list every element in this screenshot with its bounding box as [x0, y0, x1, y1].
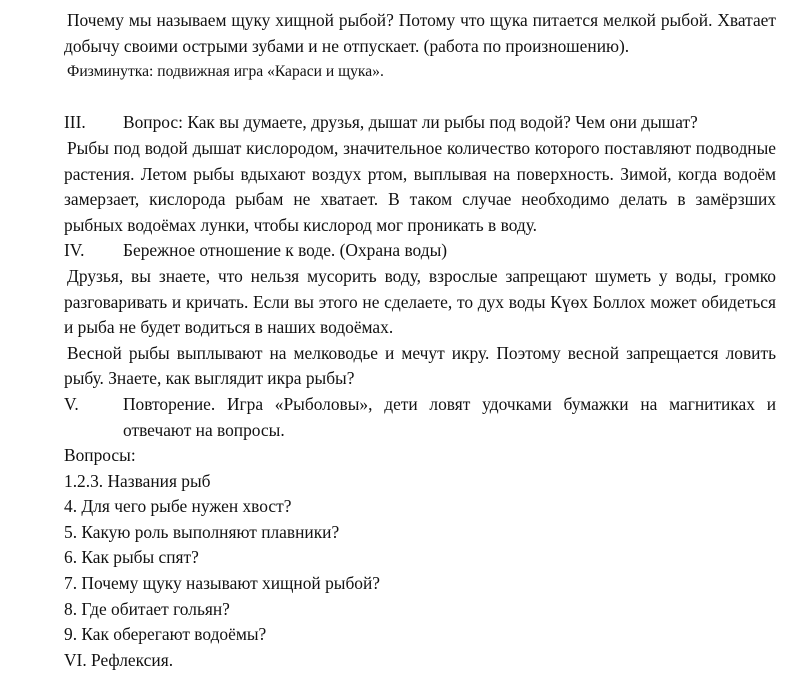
question-item: 9. Как оберегают водоёмы?: [64, 624, 267, 645]
section-heading: Бережное отношение к воде. (Охрана воды): [123, 240, 448, 261]
section-iv: [64, 238, 776, 264]
paragraph-breathing: Рыбы под водой дышат кислородом, значительное количество которого поставляют подводные растения. Летом рыбы вдыхают воздух ртом, выплывая на поверхность. Зимой, когда водоём замерзает, кислорода рыбам не хватает. В таком случае необходимо делать в замёрзших рыбных водоёмах лунки, чтобы кислород мог проникать в воду.: [64, 137, 776, 235]
question-item: 8. Где обитает гольян?: [64, 598, 230, 619]
section-heading: Вопрос: Как вы думаете, друзья, дышат ли рыбы под водой? Чем они дышат?: [123, 112, 698, 133]
question-item: 1.2.3. Названия рыб: [64, 470, 211, 491]
section-number: V.: [64, 393, 79, 414]
paragraph-physical-minute: Физминутка: подвижная игра «Караси и щука».: [67, 63, 384, 81]
reflection-line: VI. Рефлексия.: [64, 649, 174, 670]
question-item: 5. Какую роль выполняют плавники?: [64, 521, 340, 542]
section-number: III.: [64, 112, 86, 133]
section-v: [64, 392, 776, 443]
blank-line: [64, 85, 776, 111]
paragraph-spawning: Весной рыбы выплывают на мелководье и мечут икру. Поэтому весной запрещается ловить рыбу. Знаете, как выглядит икра рыбы?: [64, 342, 776, 389]
question-item: 7. Почему щуку называют хищной рыбой?: [64, 573, 381, 594]
section-number: IV.: [64, 240, 85, 261]
paragraph-pike-predator: Почему мы называем щуку хищной рыбой? Потому что щука питается мелкой рыбой. Хватает добычу своими острыми зубами и не отпускает. (работа по произношению).: [64, 10, 776, 56]
document-page: [64, 8, 776, 673]
section-iii: [64, 110, 776, 136]
section-heading: Повторение. Игра «Рыболовы», дети ловят удочками бумажки на магнитиках и отвечают на вопросы.: [123, 393, 776, 440]
questions-title: Вопросы:: [64, 445, 136, 466]
paragraph-water-care: Друзья, вы знаете, что нельзя мусорить воду, взрослые запрещают шуметь у воды, громко разговаривать и кричать. Если вы этого не сделаете, то дух воды Күөх Боллох может обидеться и рыба не будет водиться в наших водоёмах.: [64, 265, 776, 338]
question-item: 4. Для чего рыбе нужен хвост?: [64, 496, 292, 517]
question-item: 6. Как рыбы спят?: [64, 547, 199, 568]
